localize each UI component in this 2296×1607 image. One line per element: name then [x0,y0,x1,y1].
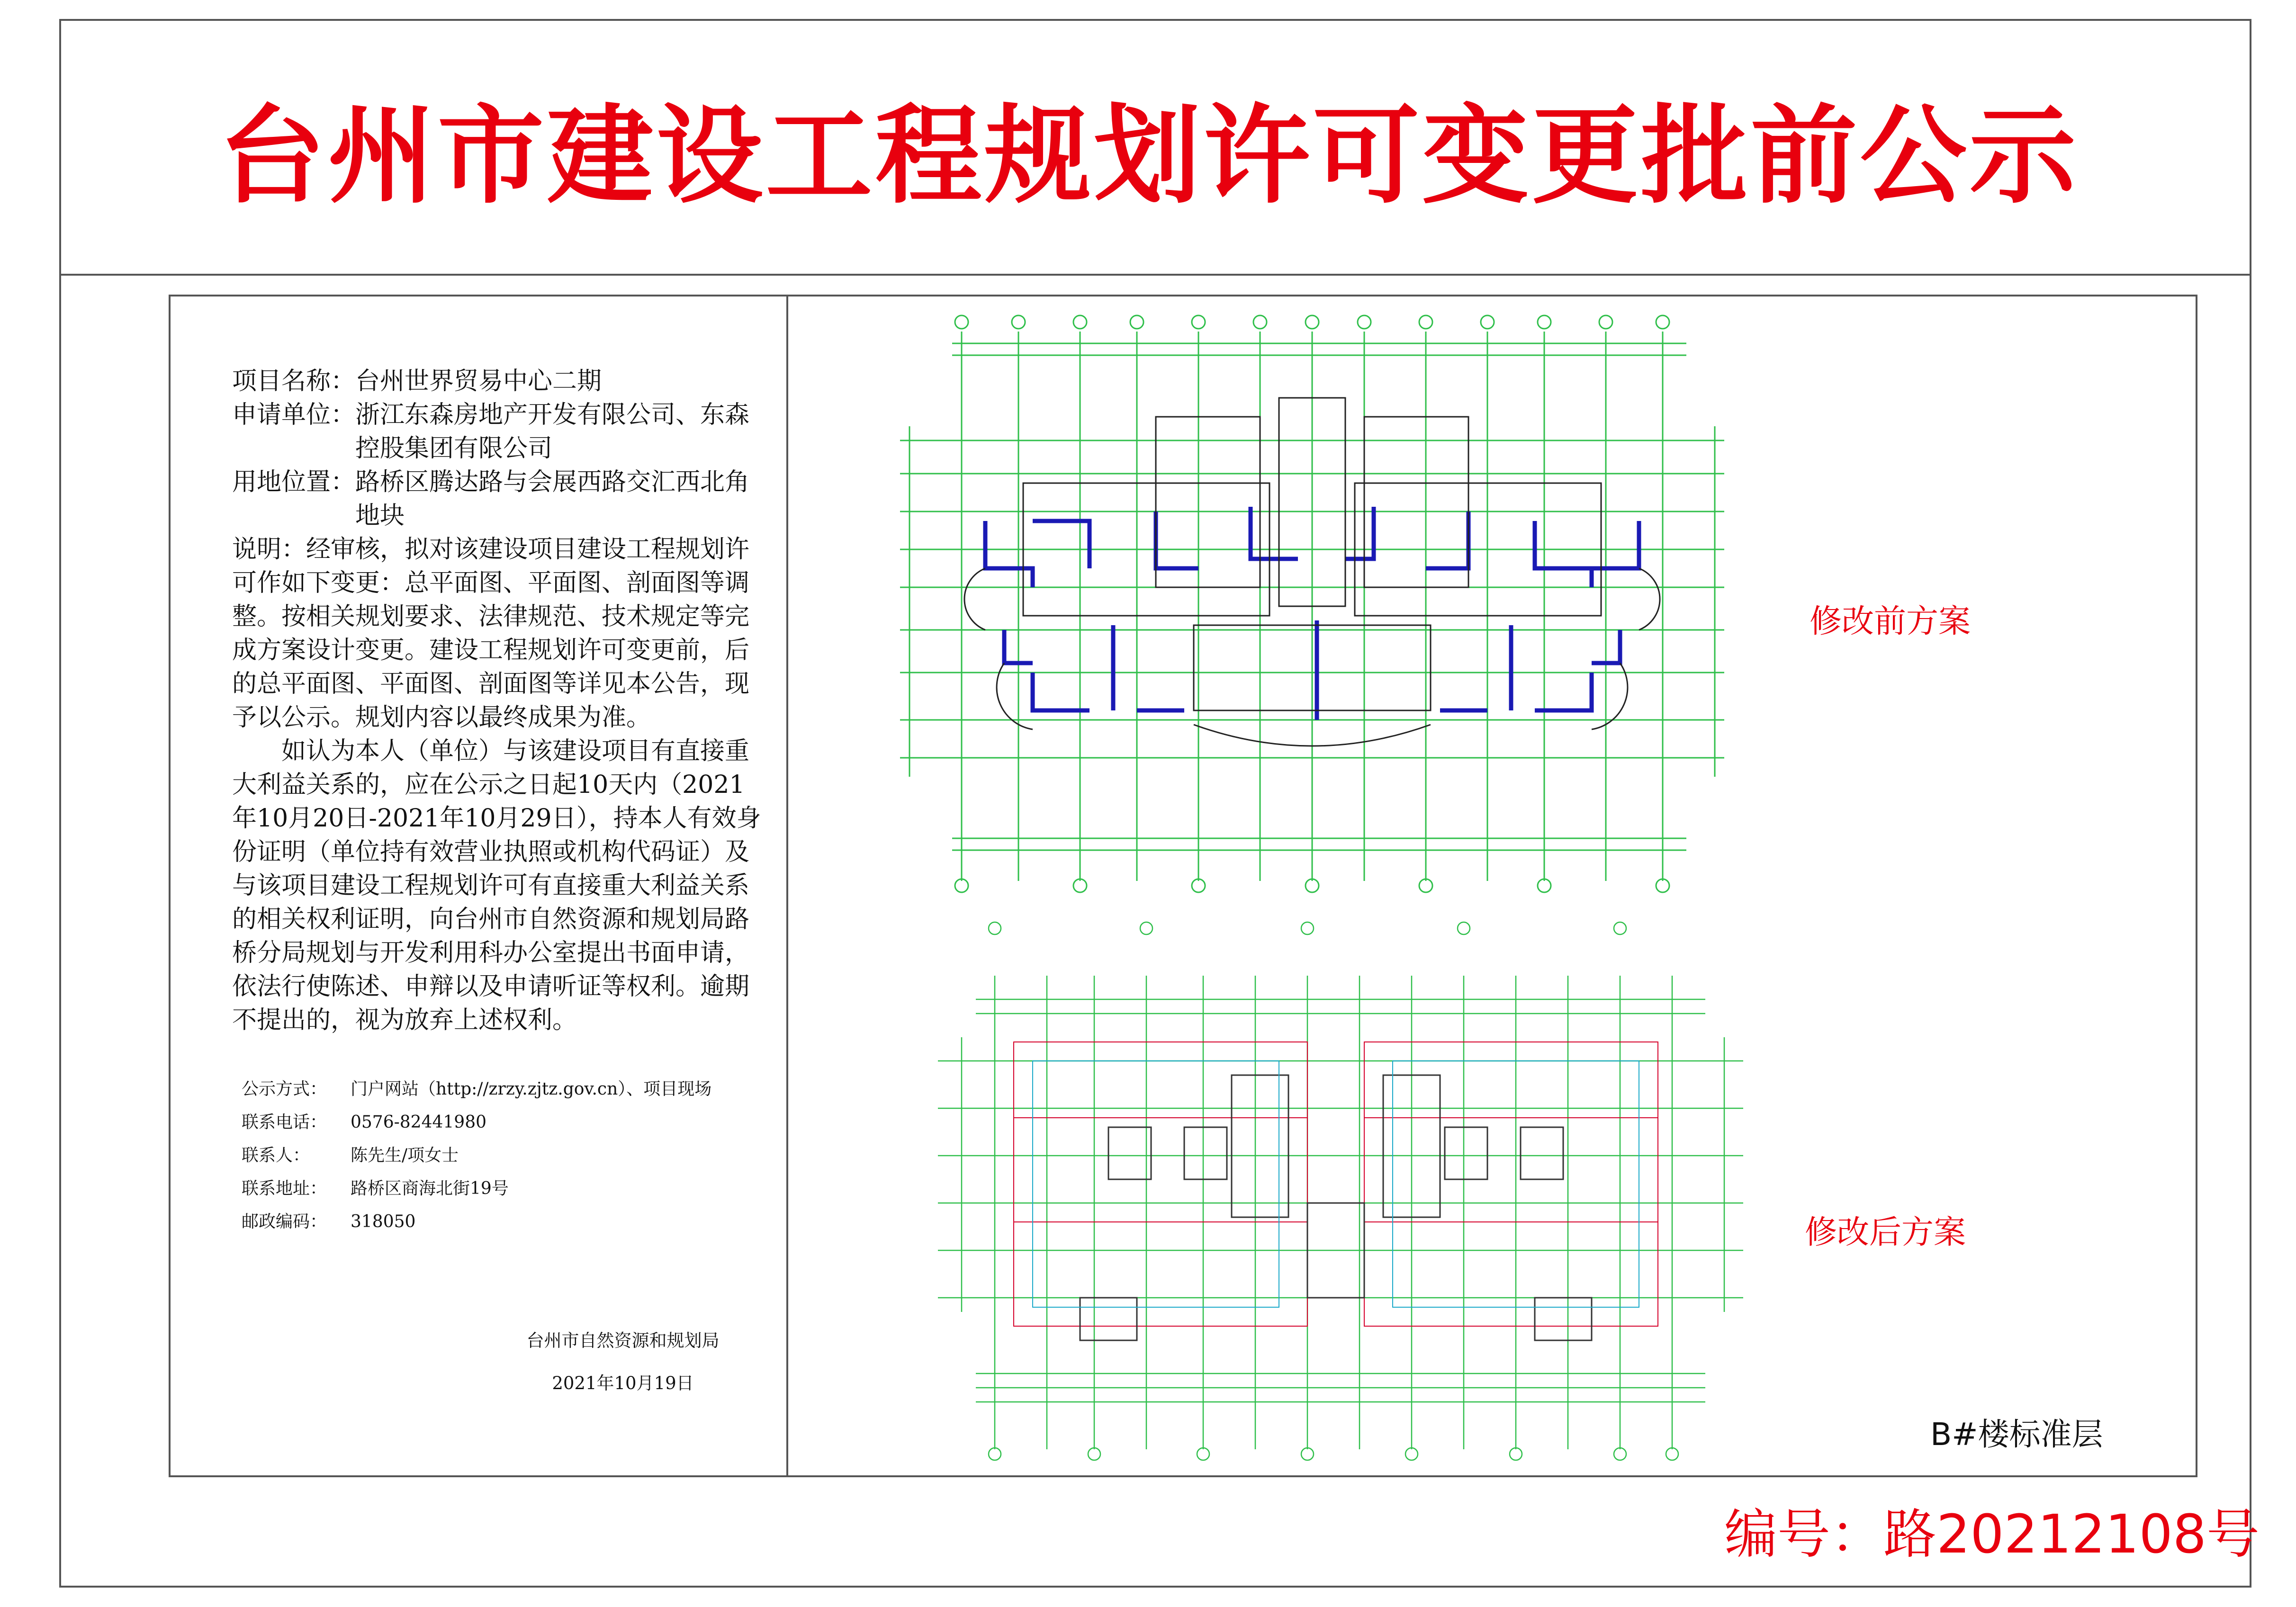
address: 路桥区商海北街19号 [351,1179,509,1198]
before-plan-label: 修改前方案 [1810,603,1971,640]
publish-method-label: 公示方式： [242,1079,327,1099]
applicant-label: 申请单位： [232,401,356,429]
phone-label: 联系电话： [242,1113,327,1132]
publish-method-row [242,1073,711,1106]
phone-row [242,1106,711,1139]
publish-method: 门户网站（http://zrzy.zjtz.gov.cn）、项目现场 [351,1079,712,1099]
address-label: 联系地址： [242,1179,327,1198]
notice-text [232,365,763,1037]
contact-person: 陈先生/项女士 [351,1146,459,1165]
after-plan-label: 修改后方案 [1805,1214,1966,1251]
panel-divider [786,295,788,1477]
location-row [232,466,763,533]
page-title: 台州市建设工程规划许可变更批前公示 [218,94,2079,218]
project-name: 台州世界贸易中心二期 [355,367,602,395]
applicant-row [232,398,763,466]
floor-plan-after [891,919,1781,1468]
phone: 0576-82441980 [351,1113,487,1132]
contact-person-label: 联系人： [242,1146,310,1165]
project-name-label: 项目名称： [232,367,356,395]
contact-block [242,1073,711,1239]
issuer: 台州市自然资源和规划局 [526,1330,720,1351]
postcode-row [242,1205,711,1239]
postcode-label: 邮政编码： [242,1212,327,1231]
description-para1: 说明：经审核，拟对该建设项目建设工程规划许可作如下变更：总平面图、平面图、剖面图等调整。按相关规划要求、法律规范、技术规定等完成方案设计变更。建设工程规划许可变更前，后的总平面图、平面图、剖面图等详见本公告，现予以公示。规划内容以最终成果为准。 [232,535,750,732]
location-label: 用地位置： [232,468,356,496]
address-row [242,1172,711,1205]
serial-number: 编号：路20212108号 [1724,1504,2260,1565]
floor-label: B#楼标准层 [1930,1416,2103,1453]
postcode: 318050 [351,1212,416,1231]
floor-plan-before [891,303,1791,895]
contact-person-row [242,1139,711,1172]
issue-date: 2021年10月19日 [552,1373,694,1393]
project-name-row [232,365,763,398]
description-para2: 如认为本人（单位）与该建设项目有直接重大利益关系的，应在公示之日起10天内（2021年10月20日-2021年10月29日），持本人有效身份证明（单位持有效营业执照或机构代码证）及与该项目建设工程规划许可有直接重大利益关系的相关权利证明，向台州市自然资源和规划局路桥分局规划与开发利用科办公室提出书面申请，依法行使陈述、申辩以及申请听证等权利。逾期不提出的，视为放弃上述权利。 [232,737,761,1034]
location: 路桥区腾达路与会展西路交汇西北角地块 [355,468,750,530]
applicant: 浙江东森房地产开发有限公司、东森控股集团有限公司 [355,401,750,463]
